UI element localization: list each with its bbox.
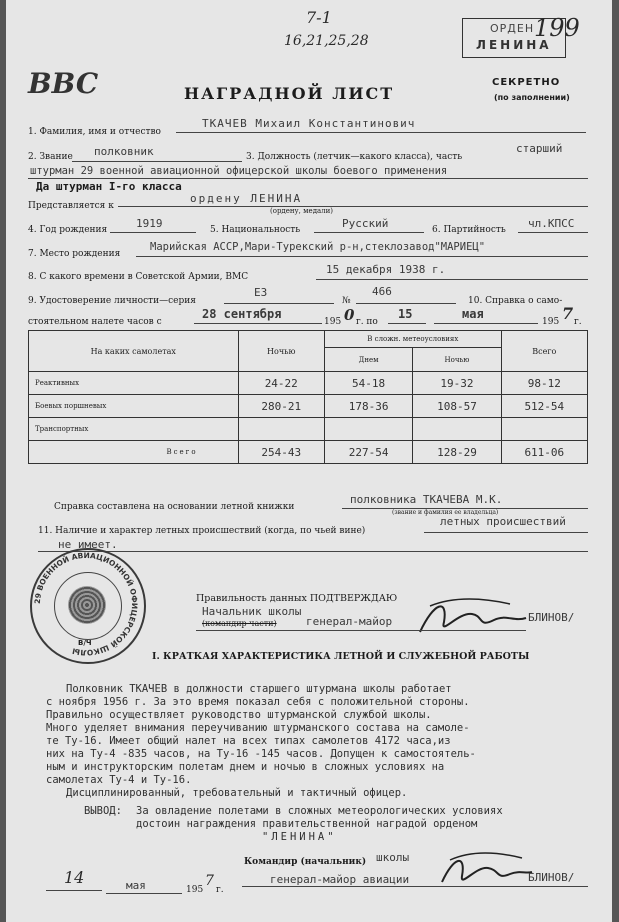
- f1-line: [176, 132, 586, 133]
- cell-night2: 19-32: [413, 372, 501, 395]
- cell-total: [501, 418, 587, 441]
- f6-line: [518, 232, 588, 233]
- f10-year1-hand: 0: [344, 306, 355, 324]
- handwritten-top: 7-1: [306, 8, 332, 27]
- f7-value: Марийская АССР,Мари-Турекский р-н,стеклозавод"МАРИЕЦ": [150, 241, 486, 253]
- f1-label: 1. Фамилия, имя и отчество: [28, 127, 161, 137]
- f6-label: 6. Партийность: [432, 225, 506, 235]
- presented-value: ордену ЛЕНИНА: [190, 192, 303, 205]
- header-day: Днем: [324, 348, 412, 372]
- f2-label: 2. Звание: [28, 152, 73, 162]
- f10-mid: г. по: [356, 317, 378, 327]
- row-label: Боевых поршневых: [29, 395, 239, 418]
- row-label: Транспортных: [29, 418, 239, 441]
- cell-night: 24-22: [238, 372, 324, 395]
- date-month-line: [106, 893, 182, 894]
- f10-to-month-line: [434, 323, 538, 324]
- row-label: Реактивных: [29, 372, 239, 395]
- f9-series-line: [224, 303, 334, 304]
- f10-year2-hand: 7: [562, 304, 574, 323]
- text-line: Дисциплинированный, требовательный и тактичный офицер.: [66, 787, 408, 799]
- archive-number: 199: [534, 14, 580, 42]
- cell-day: [324, 418, 412, 441]
- handwritten-sub: 16,21,25,28: [284, 33, 369, 49]
- f9-no-label: №: [342, 296, 351, 306]
- f7-line: [136, 256, 588, 257]
- cell-night: 254-43: [238, 441, 324, 464]
- cell-total: 611-06: [501, 441, 587, 464]
- f11-line: [424, 532, 588, 533]
- text-line: те Ту-16. Имеет общий налет на всех типах самолетов 4172 часа,из: [46, 735, 451, 747]
- f10-to-day: 15: [398, 307, 413, 321]
- date-day: 14: [64, 868, 85, 887]
- f9-label: 9. Удостоверение личности—серия: [28, 296, 196, 306]
- f10-label: 10. Справка о само-: [468, 296, 563, 306]
- conclusion-line: достоин награждения правительственной наградой орденом: [136, 818, 478, 830]
- seal-center-text: В/Ч: [78, 639, 92, 647]
- certify-confirm: Правильность данных ПОДТВЕРЖДАЮ: [196, 593, 398, 604]
- cell-night2: 128-29: [413, 441, 501, 464]
- f9-no-line: [356, 303, 456, 304]
- cell-night: [238, 418, 324, 441]
- f10-year2: 195: [542, 317, 560, 327]
- secret-label: СЕКРЕТНО: [492, 77, 561, 88]
- f10-year1: 195: [324, 317, 342, 327]
- f10-label2: стоятельном налете часов с: [28, 317, 162, 327]
- corner-mark: BBC: [28, 67, 99, 100]
- f5-line: [314, 232, 424, 233]
- date-year: 195: [186, 885, 204, 895]
- cell-night2: 108-57: [413, 395, 501, 418]
- f3-label: 3. Должность (летчик—какого класса), часть: [246, 152, 463, 162]
- commander-label: Командир (начальник): [244, 857, 367, 867]
- f6-value: чл.КПСС: [528, 217, 575, 230]
- f8-line: [316, 279, 588, 280]
- date-g: г.: [216, 885, 224, 895]
- f3-line: [28, 178, 588, 179]
- cell-night2: [413, 418, 501, 441]
- f2-line: [72, 161, 242, 162]
- f11-label: 11. Наличие и характер летных происшествий (когда, по чьей вине): [38, 526, 366, 536]
- commander-line: [242, 886, 588, 887]
- cell-day: 178-36: [324, 395, 412, 418]
- f10-to-day-line: [388, 323, 426, 324]
- f1-value: ТКАЧЕВ Михаил Константинович: [202, 117, 416, 130]
- official-seal: [30, 548, 146, 664]
- f10-to-month: мая: [462, 307, 484, 321]
- conclusion-line: "ЛЕНИНА": [262, 831, 337, 843]
- table-row: [29, 395, 588, 418]
- f2-value: полковник: [94, 145, 154, 158]
- f3-value-a: старший: [516, 142, 563, 155]
- presented-label: Представляется к: [28, 201, 114, 211]
- basis-value: полковника ТКАЧЕВА М.К.: [350, 493, 503, 506]
- text-line: с ноября 1956 г. За это время показал себя с положительной стороны.: [46, 696, 470, 708]
- table-row: [29, 372, 588, 395]
- date-day-line: [46, 890, 102, 891]
- text-line: них на Ту-4 -835 часов, на Ту-16 -145 часов. Допущен к самостоятель-: [46, 748, 476, 760]
- f4-line: [110, 232, 196, 233]
- f5-label: 5. Национальность: [210, 225, 301, 235]
- order-stamp-line2: ЛЕНИНА: [476, 38, 552, 52]
- certify-rank: генерал-майор: [306, 615, 393, 628]
- commander-rank: генерал-майор авиации: [270, 873, 410, 886]
- header-night: Ночью: [238, 331, 324, 372]
- commander-signature-icon: [414, 592, 534, 642]
- cell-total: 98-12: [501, 372, 587, 395]
- f5-value: Русский: [342, 217, 389, 230]
- basis-label: Справка составлена на основании летной книжки: [54, 502, 295, 512]
- conclusion-line: За овладение полетами в сложных метеорологических условиях: [136, 805, 503, 817]
- f3-value-b: штурман 29 военной авиационной офицерской школы боевого применения: [30, 165, 448, 177]
- award-sheet-page: [6, 0, 612, 922]
- header-aircraft: На каких самолетах: [29, 331, 239, 372]
- header-night2: Ночью: [413, 348, 501, 372]
- table-header-row: [29, 331, 588, 348]
- f8-value: 15 декабря 1938 г.: [326, 263, 446, 276]
- table-row: [29, 441, 588, 464]
- svg-text:29 ВОЕННОЙ АВИАЦИОННОЙ ОФИЦЕРС: 29 ВОЕННОЙ АВИАЦИОННОЙ ОФИЦЕРСКОЙ ШКОЛЫ: [32, 550, 140, 658]
- text-line: Много уделяет внимания переучиванию штурманского состава на самоле-: [46, 722, 470, 734]
- date-month: мая: [126, 879, 146, 892]
- f4-label: 4. Год рождения: [28, 225, 108, 235]
- f7-label: 7. Место рождения: [28, 249, 121, 259]
- cell-total: 512-54: [501, 395, 587, 418]
- date-year-hand: 7: [205, 873, 214, 889]
- commander-name: БЛИНОВ/: [528, 871, 575, 884]
- page-title: НАГРАДНОЙ ЛИСТ: [184, 84, 395, 103]
- text-line: Правильно осуществляет руководство штурманской службой школы.: [46, 709, 432, 721]
- f9-series: ЕЗ: [254, 286, 268, 299]
- f3-value-c: Да штурман I-го класса: [36, 180, 182, 193]
- cell-day: 54-18: [324, 372, 412, 395]
- text-line: ным и инструкторским полетам днем и ночью в сложных условиях на: [46, 761, 445, 773]
- f11-value: летных происшествий: [440, 515, 566, 528]
- cell-night: 280-21: [238, 395, 324, 418]
- table-row: [29, 418, 588, 441]
- f10-g: г.: [574, 317, 582, 327]
- cell-day: 227-54: [324, 441, 412, 464]
- certify-line: [196, 630, 526, 631]
- f9-no: 466: [372, 285, 392, 298]
- certify-chief: Начальник школы: [202, 605, 302, 618]
- flight-hours-table: [28, 330, 588, 464]
- certify-name: БЛИНОВ/: [528, 611, 575, 624]
- conclusion-label: ВЫВОД:: [84, 805, 122, 817]
- basis-sub: (звание и фамилия ее владельца): [392, 509, 499, 516]
- commander-school: школы: [376, 851, 410, 864]
- presented-line: [118, 206, 588, 207]
- f10-from: 28 сентября: [202, 307, 282, 321]
- text-line: самолетах Ту-4 и Ту-16.: [46, 774, 192, 786]
- f8-label: 8. С какого времени в Советской Армии, ВМС: [28, 272, 249, 282]
- header-total: Всего: [501, 331, 587, 372]
- secret-sub: (по заполнении): [494, 93, 570, 102]
- section-heading: I. КРАТКАЯ ХАРАКТЕРИСТИКА ЛЕТНОЙ И СЛУЖЕБНОЙ РАБОТЫ: [152, 651, 530, 662]
- presented-sub: (ордену, медали): [270, 207, 334, 215]
- row-label: Всего: [29, 441, 239, 464]
- f11-value2: не имеет.: [58, 538, 118, 551]
- f4-value: 1919: [136, 217, 163, 230]
- header-complex: В сложн. метеоусловиях: [324, 331, 501, 348]
- f10-from-line: [194, 323, 322, 324]
- certify-role: (командир части): [202, 619, 277, 628]
- order-stamp-line1: ОРДЕН: [490, 22, 535, 35]
- text-line: Полковник ТКАЧЕВ в должности старшего штурмана школы работает: [66, 683, 452, 695]
